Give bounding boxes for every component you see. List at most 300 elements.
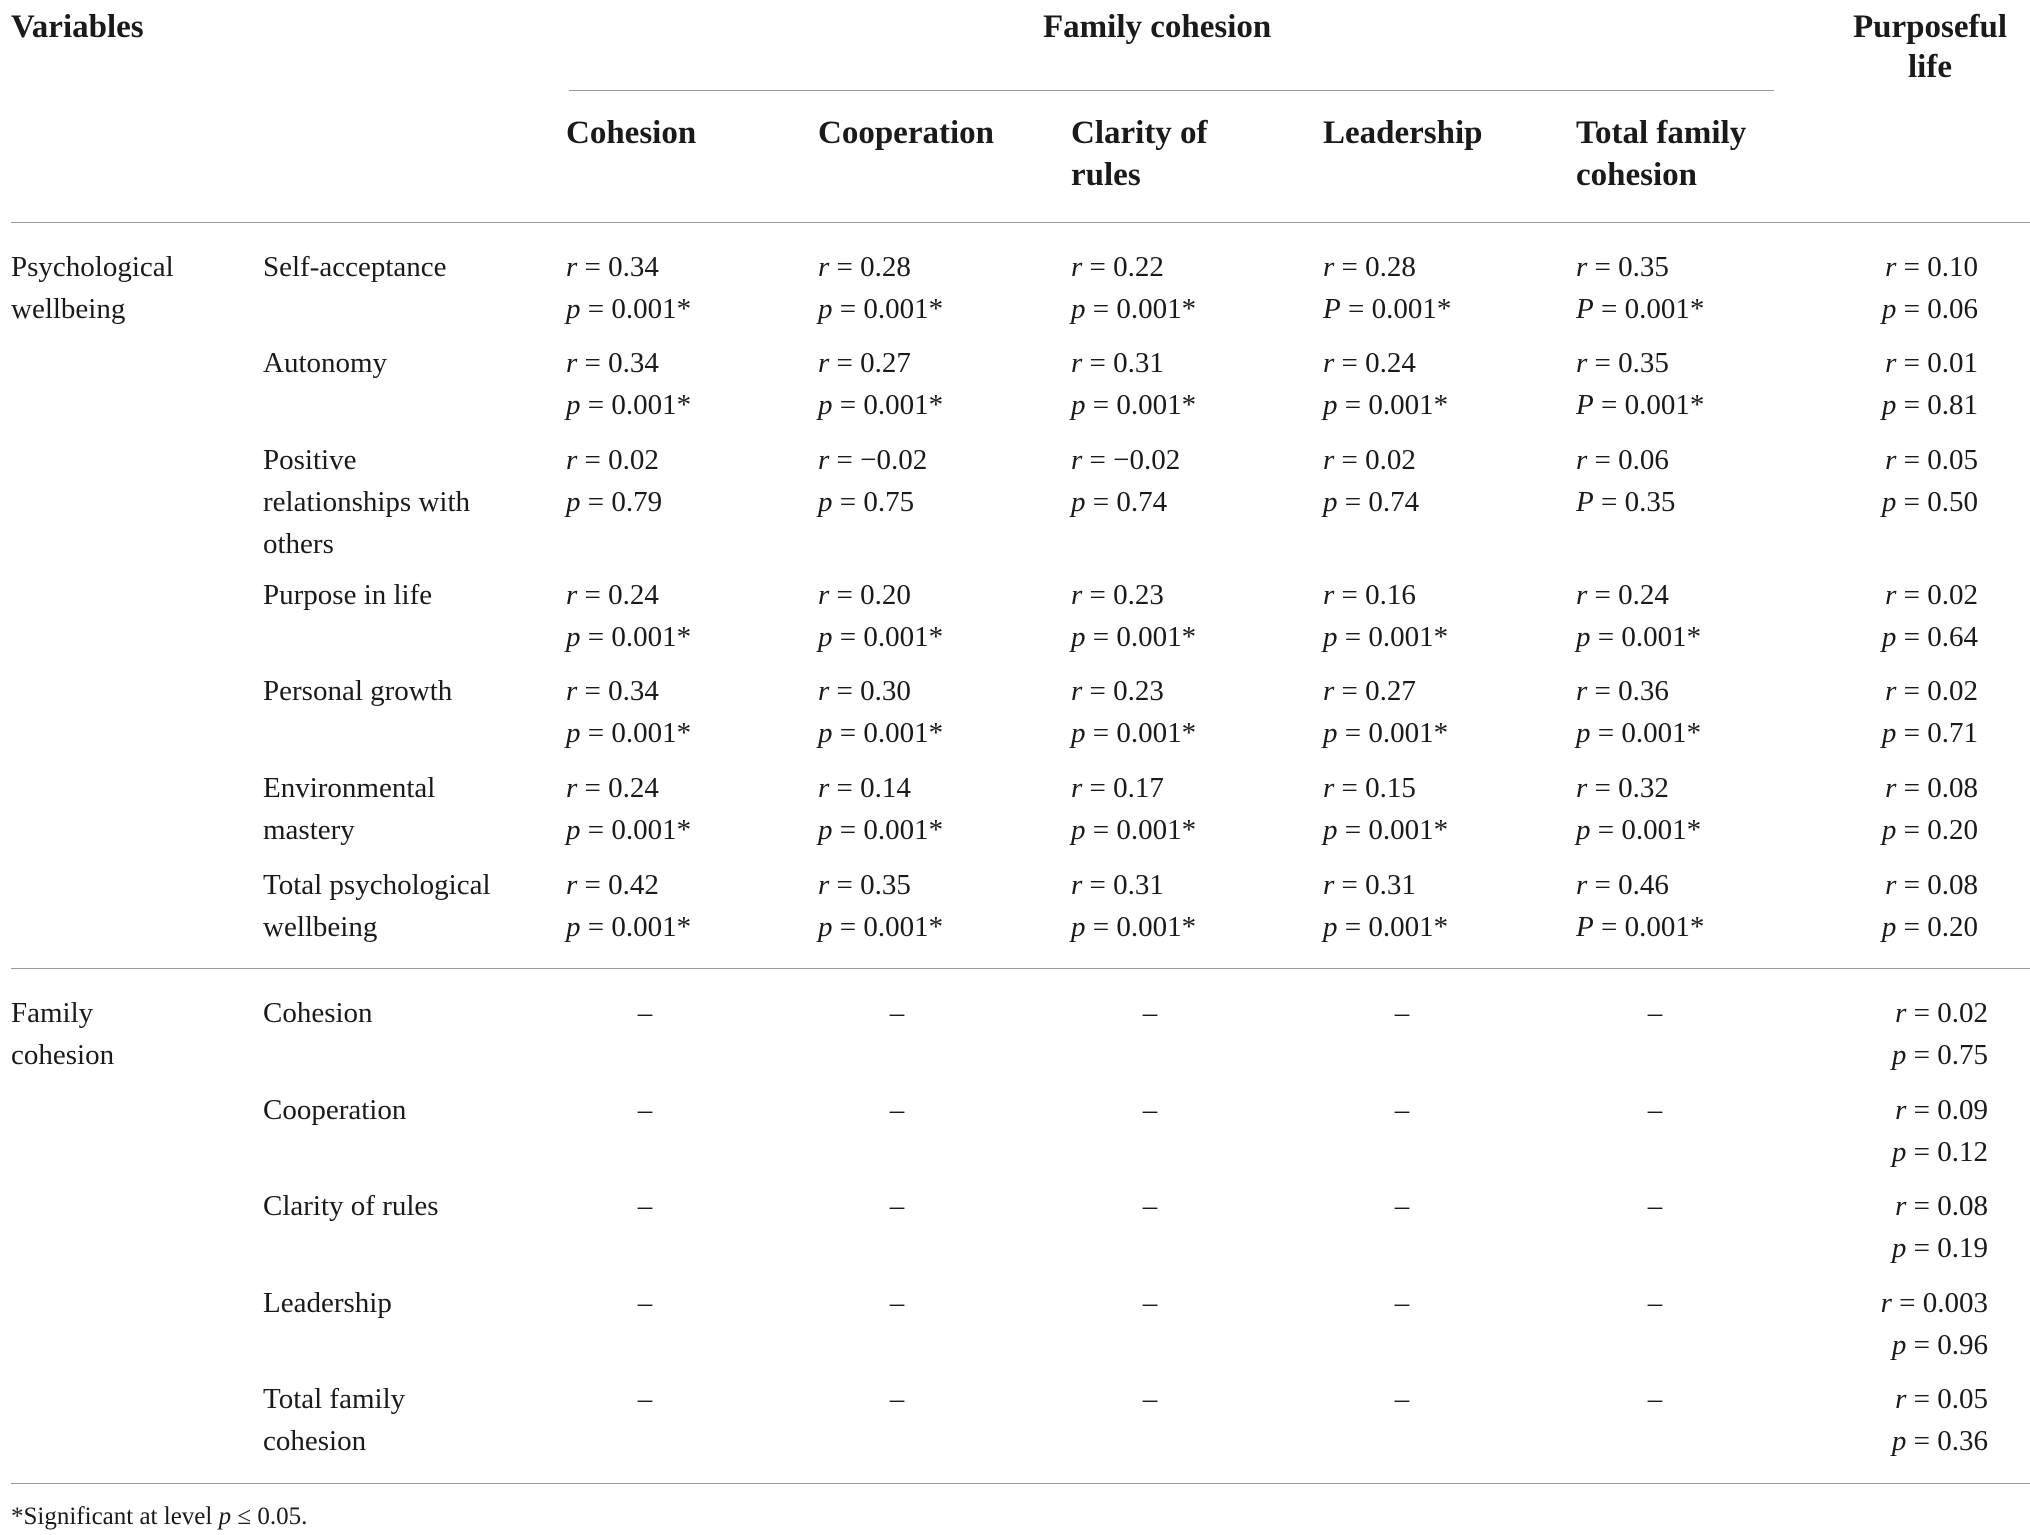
family-cohesion-header: Family cohesion	[1043, 9, 1272, 45]
p-value: p = 0.001*	[566, 389, 692, 421]
row-label-line: Autonomy	[263, 347, 388, 379]
r-symbol: r	[1071, 869, 1083, 901]
row-label-line: Total psychological	[263, 869, 491, 901]
r-symbol: r	[1895, 1383, 1907, 1415]
stat-cell	[1878, 1282, 1988, 1366]
r-number: 0.02	[608, 444, 659, 476]
empty-cell-dash: –	[1647, 1190, 1663, 1222]
p-value: p = 0.36	[1891, 1425, 1988, 1457]
r-number: 0.16	[1365, 579, 1416, 611]
r-value: r = 0.42	[566, 869, 659, 901]
p-value: p = 0.75	[818, 486, 915, 518]
r-value: r = 0.32	[1576, 772, 1669, 804]
stat-cell	[1878, 767, 1978, 851]
p-number: 0.74	[1368, 486, 1420, 518]
stat-cell	[818, 864, 943, 948]
r-symbol: r	[566, 347, 578, 379]
r-number: −0.02	[860, 444, 928, 476]
row-label-line: Positive	[263, 444, 357, 476]
p-symbol: p	[1071, 911, 1086, 943]
stat-cell	[1323, 342, 1448, 426]
r-value: r = 0.08	[1885, 869, 1978, 901]
p-number: 0.001*	[611, 717, 692, 749]
row-label	[263, 864, 491, 948]
r-symbol: r	[566, 579, 578, 611]
r-symbol: r	[1576, 444, 1588, 476]
column-header-line1: Total family	[1576, 115, 1747, 151]
r-symbol: r	[818, 579, 830, 611]
r-number: 0.27	[860, 347, 911, 379]
p-number: 0.001*	[611, 293, 692, 325]
p-number: 0.71	[1927, 717, 1978, 749]
r-symbol: r	[1576, 579, 1588, 611]
empty-cell-dash: –	[1142, 1190, 1158, 1222]
r-value: r = 0.35	[1576, 251, 1669, 283]
p-number: 0.35	[1624, 486, 1676, 518]
r-number: 0.24	[608, 772, 659, 804]
p-value: p = 0.19	[1891, 1232, 1988, 1264]
r-value: r = 0.15	[1323, 772, 1416, 804]
p-symbol: p	[1323, 814, 1338, 846]
empty-cell-dash: –	[1394, 1383, 1410, 1415]
empty-cell-dash: –	[1394, 997, 1410, 1029]
p-number: 0.81	[1927, 389, 1978, 421]
r-symbol: r	[1323, 579, 1335, 611]
p-symbol: P	[1576, 389, 1594, 421]
r-symbol: r	[1880, 1287, 1892, 1319]
p-number: 0.001*	[1116, 717, 1197, 749]
p-symbol: p	[1323, 389, 1338, 421]
r-number: 0.30	[860, 675, 911, 707]
column-header-line1: Cooperation	[818, 115, 994, 151]
r-value: r = −0.02	[1071, 444, 1181, 476]
r-value: r = 0.28	[818, 251, 911, 283]
empty-cell-dash: –	[1394, 1094, 1410, 1126]
r-number: 0.02	[1927, 579, 1978, 611]
r-value: r = 0.31	[1071, 869, 1164, 901]
p-symbol: p	[818, 486, 833, 518]
row-label	[263, 1378, 405, 1462]
row-label	[263, 992, 373, 1034]
column-header-line2: rules	[1071, 157, 1141, 193]
r-symbol: r	[818, 675, 830, 707]
r-number: 0.34	[608, 251, 659, 283]
p-number: 0.001*	[863, 293, 944, 325]
empty-cell-dash: –	[1394, 1190, 1410, 1222]
r-number: 0.31	[1365, 869, 1416, 901]
r-symbol: r	[1323, 869, 1335, 901]
empty-cell-dash: –	[889, 1190, 905, 1222]
r-value: r = 0.24	[566, 579, 659, 611]
r-number: 0.14	[860, 772, 911, 804]
p-number: 0.001*	[1116, 814, 1197, 846]
p-symbol: p	[1071, 486, 1086, 518]
stat-cell	[566, 342, 691, 426]
group-label-family-cohesion	[11, 992, 114, 1076]
r-symbol: r	[1885, 869, 1897, 901]
r-number: 0.09	[1937, 1094, 1988, 1126]
empty-cell-dash: –	[637, 1287, 653, 1319]
stat-cell	[818, 574, 943, 658]
p-value: p = 0.50	[1881, 486, 1978, 518]
row-label-line: Environmental	[263, 772, 436, 804]
r-value: r = 0.10	[1885, 251, 1978, 283]
r-value: r = 0.14	[818, 772, 911, 804]
p-value: p = 0.001*	[1323, 621, 1449, 653]
p-number: 0.50	[1927, 486, 1978, 518]
header-bottom-rule	[11, 222, 2030, 223]
column-header	[1323, 112, 1483, 154]
r-number: 0.36	[1618, 675, 1669, 707]
p-symbol: p	[818, 717, 833, 749]
group-label-line: wellbeing	[11, 293, 126, 325]
p-number: 0.001*	[1368, 621, 1449, 653]
r-symbol: r	[566, 869, 578, 901]
group-label-psychological-wellbeing	[11, 246, 174, 330]
empty-cell-dash: –	[1647, 1383, 1663, 1415]
r-symbol: r	[1323, 675, 1335, 707]
r-number: 0.20	[860, 579, 911, 611]
p-value: p = 0.001*	[818, 814, 944, 846]
stat-cell	[1323, 864, 1448, 948]
purposeful-life-line2: life	[1908, 49, 1952, 85]
row-label	[263, 439, 470, 565]
stat-cell	[1878, 1089, 1988, 1173]
row-label-line: mastery	[263, 814, 355, 846]
p-number: 0.001*	[1368, 717, 1449, 749]
stat-cell	[1323, 439, 1419, 523]
r-number: 0.31	[1113, 869, 1164, 901]
p-symbol: p	[818, 293, 833, 325]
p-symbol: p	[1891, 1232, 1907, 1264]
p-value: p = 0.001*	[566, 293, 692, 325]
r-symbol: r	[818, 251, 830, 283]
r-symbol: r	[566, 772, 578, 804]
p-symbol: p	[1891, 1039, 1907, 1071]
p-symbol: p	[1323, 621, 1338, 653]
r-value: r = 0.31	[1323, 869, 1416, 901]
stat-cell	[1071, 246, 1196, 330]
r-symbol: r	[1323, 772, 1335, 804]
p-value: p = 0.74	[1071, 486, 1168, 518]
r-number: 0.31	[1113, 347, 1164, 379]
r-symbol: r	[818, 772, 830, 804]
stat-cell	[818, 767, 943, 851]
column-header-line1: Leadership	[1323, 115, 1483, 151]
r-value: r = 0.46	[1576, 869, 1669, 901]
r-symbol: r	[1576, 251, 1588, 283]
row-label-line: wellbeing	[263, 911, 378, 943]
stat-cell	[566, 767, 691, 851]
footnote-prefix: *Significant at level	[11, 1503, 219, 1530]
r-number: 0.23	[1113, 579, 1164, 611]
r-number: 0.35	[1618, 347, 1669, 379]
p-number: 0.001*	[1624, 293, 1705, 325]
empty-cell-dash: –	[637, 1190, 653, 1222]
empty-cell-dash: –	[1647, 997, 1663, 1029]
r-number: 0.02	[1365, 444, 1416, 476]
row-label-line: Cohesion	[263, 997, 373, 1029]
family-cohesion-span-rule	[569, 90, 1774, 91]
r-number: 0.02	[1927, 675, 1978, 707]
p-value: p = 0.001*	[566, 814, 692, 846]
r-symbol: r	[1071, 772, 1083, 804]
p-value: p = 0.79	[566, 486, 663, 518]
footnote	[11, 1500, 307, 1534]
p-number: 0.001*	[1624, 389, 1705, 421]
r-number: 0.24	[1618, 579, 1669, 611]
stat-cell	[566, 246, 691, 330]
p-value: p = 0.001*	[1071, 293, 1197, 325]
p-symbol: p	[1071, 621, 1086, 653]
group-label-line: Psychological	[11, 251, 174, 283]
p-value: P = 0.001*	[1576, 389, 1705, 421]
r-value: r = 0.36	[1576, 675, 1669, 707]
stat-cell	[1576, 864, 1704, 948]
stat-cell	[1576, 246, 1704, 330]
r-symbol: r	[1323, 444, 1335, 476]
r-symbol: r	[1071, 579, 1083, 611]
stat-cell	[1323, 767, 1448, 851]
r-number: 0.24	[608, 579, 659, 611]
r-number: 0.02	[1937, 997, 1988, 1029]
r-number: 0.05	[1937, 1383, 1988, 1415]
column-header	[818, 112, 994, 154]
r-symbol: r	[1071, 251, 1083, 283]
stat-cell	[1878, 992, 1988, 1076]
r-symbol: r	[1323, 251, 1335, 283]
r-value: r = 0.22	[1071, 251, 1164, 283]
r-value: r = 0.23	[1071, 579, 1164, 611]
p-symbol: P	[1323, 293, 1341, 325]
p-number: 0.19	[1937, 1232, 1988, 1264]
p-number: 0.001*	[1368, 389, 1449, 421]
row-label-line: Personal growth	[263, 675, 453, 707]
r-value: r = 0.34	[566, 251, 659, 283]
p-symbol: p	[1323, 717, 1338, 749]
r-value: r = 0.05	[1895, 1383, 1988, 1415]
r-symbol: r	[818, 347, 830, 379]
p-value: p = 0.12	[1891, 1136, 1988, 1168]
r-value: r = 0.35	[818, 869, 911, 901]
empty-cell-dash: –	[1647, 1094, 1663, 1126]
r-number: 0.35	[860, 869, 911, 901]
r-value: r = 0.27	[818, 347, 911, 379]
stat-cell	[1576, 342, 1704, 426]
empty-cell-dash: –	[889, 997, 905, 1029]
p-number: 0.12	[1937, 1136, 1988, 1168]
p-number: 0.001*	[1621, 621, 1702, 653]
column-header	[566, 112, 696, 154]
p-symbol: p	[818, 911, 833, 943]
p-value: p = 0.001*	[818, 717, 944, 749]
p-value: p = 0.001*	[1323, 717, 1449, 749]
p-value: p = 0.001*	[1071, 621, 1197, 653]
stat-cell	[1071, 574, 1196, 658]
r-symbol: r	[566, 251, 578, 283]
r-value: r = 0.34	[566, 347, 659, 379]
r-symbol: r	[1071, 675, 1083, 707]
r-value: r = −0.02	[818, 444, 928, 476]
empty-cell-dash: –	[889, 1094, 905, 1126]
row-label	[263, 342, 387, 384]
p-symbol: p	[818, 621, 833, 653]
p-number: 0.001*	[1116, 911, 1197, 943]
stat-cell	[1878, 1185, 1988, 1269]
r-number: 0.05	[1927, 444, 1978, 476]
p-symbol: p	[1881, 486, 1897, 518]
p-value: p = 0.71	[1881, 717, 1978, 749]
p-number: 0.001*	[1368, 814, 1449, 846]
row-label-line: Leadership	[263, 1287, 392, 1319]
p-symbol: p	[566, 621, 581, 653]
p-symbol: P	[1576, 486, 1594, 518]
r-symbol: r	[1885, 772, 1897, 804]
stat-cell	[1071, 864, 1196, 948]
r-value: r = 0.17	[1071, 772, 1164, 804]
stat-cell	[1878, 864, 1978, 948]
p-number: 0.001*	[611, 911, 692, 943]
section-divider-rule	[11, 968, 2030, 969]
r-value: r = 0.01	[1885, 347, 1978, 379]
p-number: 0.001*	[1368, 911, 1449, 943]
p-symbol: p	[1576, 717, 1591, 749]
p-symbol: P	[1576, 293, 1594, 325]
variables-header: Variables	[11, 9, 144, 45]
r-number: 0.42	[608, 869, 659, 901]
stat-cell	[818, 246, 943, 330]
column-header	[1576, 112, 1746, 196]
stat-cell	[1071, 670, 1196, 754]
stat-cell	[1878, 574, 1978, 658]
row-label-line: Total family	[263, 1383, 406, 1415]
stat-cell	[1071, 342, 1196, 426]
p-symbol: p	[818, 389, 833, 421]
p-symbol: p	[1576, 621, 1591, 653]
r-value: r = 0.30	[818, 675, 911, 707]
p-symbol: p	[1071, 389, 1086, 421]
p-number: 0.001*	[1116, 389, 1197, 421]
r-value: r = 0.06	[1576, 444, 1669, 476]
p-value: p = 0.96	[1891, 1329, 1988, 1361]
r-number: 0.24	[1365, 347, 1416, 379]
p-number: 0.001*	[863, 717, 944, 749]
empty-cell-dash: –	[1142, 1287, 1158, 1319]
p-value: p = 0.001*	[566, 717, 692, 749]
p-number: 0.001*	[863, 389, 944, 421]
stat-cell	[1576, 767, 1701, 851]
r-number: 0.46	[1618, 869, 1669, 901]
p-symbol: P	[1576, 911, 1594, 943]
stat-cell	[1576, 670, 1701, 754]
r-value: r = 0.23	[1071, 675, 1164, 707]
r-value: r = 0.24	[1323, 347, 1416, 379]
p-value: p = 0.20	[1881, 814, 1978, 846]
p-number: 0.20	[1927, 814, 1978, 846]
footnote-suffix: ≤ 0.05.	[231, 1503, 308, 1530]
p-value: p = 0.06	[1881, 293, 1978, 325]
row-label-line: Purpose in life	[263, 579, 433, 611]
r-value: r = 0.31	[1071, 347, 1164, 379]
p-value: p = 0.74	[1323, 486, 1420, 518]
r-value: r = 0.16	[1323, 579, 1416, 611]
p-symbol: p	[1881, 389, 1897, 421]
p-symbol: p	[1881, 814, 1897, 846]
p-number: 0.06	[1927, 293, 1978, 325]
r-number: 0.01	[1927, 347, 1978, 379]
p-symbol: p	[566, 814, 581, 846]
r-number: 0.32	[1618, 772, 1669, 804]
r-value: r = 0.08	[1885, 772, 1978, 804]
p-number: 0.001*	[1624, 911, 1705, 943]
p-value: p = 0.001*	[1323, 389, 1449, 421]
r-value: r = 0.003	[1880, 1287, 1988, 1319]
empty-cell-dash: –	[1647, 1287, 1663, 1319]
empty-cell-dash: –	[889, 1287, 905, 1319]
r-number: 0.003	[1922, 1287, 1988, 1319]
empty-cell-dash: –	[889, 1383, 905, 1415]
stat-cell	[1323, 246, 1451, 330]
r-value: r = 0.08	[1895, 1190, 1988, 1222]
r-number: 0.10	[1927, 251, 1978, 283]
p-symbol: p	[1891, 1425, 1907, 1457]
p-number: 0.36	[1937, 1425, 1988, 1457]
stat-cell	[818, 342, 943, 426]
row-label	[263, 574, 432, 616]
r-value: r = 0.02	[1323, 444, 1416, 476]
stat-cell	[566, 439, 662, 523]
stat-cell	[1323, 670, 1448, 754]
row-label	[263, 670, 452, 712]
stat-cell	[1878, 1378, 1988, 1462]
empty-cell-dash: –	[1394, 1287, 1410, 1319]
stat-cell	[1576, 574, 1701, 658]
row-label	[263, 1282, 392, 1324]
p-symbol: p	[1323, 486, 1338, 518]
r-symbol: r	[1885, 444, 1897, 476]
row-label	[263, 246, 447, 288]
r-value: r = 0.34	[566, 675, 659, 707]
r-number: 0.23	[1113, 675, 1164, 707]
p-value: P = 0.35	[1576, 486, 1676, 518]
r-symbol: r	[1885, 675, 1897, 707]
p-value: p = 0.001*	[1323, 911, 1449, 943]
p-symbol: p	[1881, 717, 1897, 749]
r-symbol: r	[566, 675, 578, 707]
r-symbol: r	[1071, 444, 1083, 476]
r-number: 0.06	[1618, 444, 1669, 476]
p-value: p = 0.001*	[1071, 717, 1197, 749]
r-number: 0.08	[1927, 772, 1978, 804]
p-value: p = 0.64	[1881, 621, 1978, 653]
r-value: r = 0.02	[1885, 675, 1978, 707]
column-header	[1071, 112, 1208, 196]
r-value: r = 0.20	[818, 579, 911, 611]
purposeful-life-line1: Purposeful	[1852, 9, 2007, 45]
r-symbol: r	[1885, 579, 1897, 611]
empty-cell-dash: –	[1142, 997, 1158, 1029]
p-value: p = 0.001*	[1071, 814, 1197, 846]
p-symbol: p	[1071, 717, 1086, 749]
purposeful-life-header	[1840, 6, 2020, 88]
p-symbol: p	[818, 814, 833, 846]
p-number: 0.001*	[611, 621, 692, 653]
column-header-line2: cohesion	[1576, 157, 1698, 193]
group-label-line: cohesion	[11, 1039, 115, 1071]
stat-cell	[1878, 670, 1978, 754]
footnote-var: p	[218, 1503, 232, 1530]
p-number: 0.001*	[1371, 293, 1452, 325]
